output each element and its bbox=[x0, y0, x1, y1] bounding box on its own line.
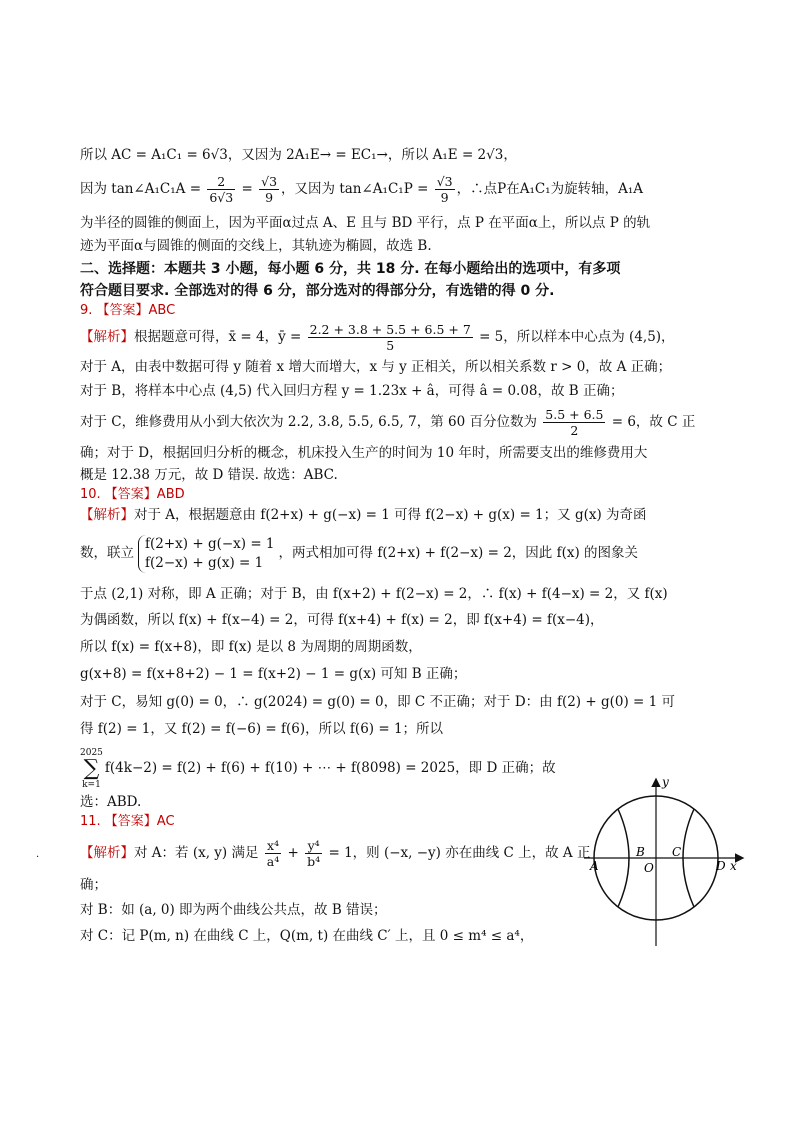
text-line: 确； bbox=[80, 877, 107, 893]
denominator: 6√3 bbox=[209, 190, 234, 205]
text-segment: ，两式相加可得 f(2+x) + f(2−x) = 2，因此 f(x) 的图象关 bbox=[278, 545, 639, 561]
text-line: 对于 A，由表中数据可得 y 随着 x 增大而增大，x 与 y 正相关，所以相关系数 r > 0，故 A 正确； bbox=[80, 359, 672, 375]
text-segment: ，∴点P在A₁C₁为旋转轴，A₁A bbox=[456, 181, 644, 197]
text-line-system bbox=[80, 532, 754, 574]
section-heading: 二、选择题：本题共 3 小题，每小题 6 分，共 18 分. 在每小题给出的选项中，有多项 bbox=[80, 261, 621, 277]
text-line: 所以 AC = A₁C₁ = 6√3，又因为 2A₁E→ = EC₁→，所以 A₁E = 2√3， bbox=[80, 147, 517, 163]
equation: f(2+x) + g(−x) = 1 bbox=[145, 535, 275, 552]
numerator: 5.5 + 6.5 bbox=[545, 407, 604, 422]
text-line-fractions bbox=[80, 835, 591, 871]
text-line bbox=[80, 506, 754, 524]
text-line-fractions bbox=[80, 405, 754, 439]
equation: f(2−x) + g(x) = 1 bbox=[145, 554, 264, 571]
text-segment: f(4k−2) = f(2) + f(6) + f(10) + ⋯ + f(8098) = 2025，即 D 正确；故 bbox=[104, 760, 556, 776]
text-line: 概是 12.38 万元，故 D 错误. 故选：ABC. bbox=[80, 467, 338, 483]
text-segment: ，又因为 tan∠A₁C₁P = bbox=[281, 181, 433, 197]
text-line-fractions bbox=[80, 320, 754, 354]
answer-heading: 10. 【答案】ABD bbox=[80, 487, 185, 502]
numerator: y⁴ bbox=[305, 838, 322, 854]
fraction bbox=[207, 174, 235, 205]
text-segment: 对于 A，根据题意由 f(2+x) + g(−x) = 1 可得 f(2−x) + g(x) = 1；又 g(x) 为奇函 bbox=[134, 507, 647, 523]
stray-dot: · bbox=[36, 852, 40, 863]
denominator: 5 bbox=[386, 338, 395, 353]
point-label-b: B bbox=[636, 845, 645, 859]
numerator: √3 bbox=[261, 174, 278, 189]
denominator: 9 bbox=[440, 190, 449, 205]
sum-lower-limit: k=1 bbox=[82, 779, 101, 790]
text-segment: = 6，故 C 正 bbox=[607, 414, 696, 430]
section-heading: 符合题目要求. 全部选对的得 6 分，部分选对的得部分分，有选错的得 0 分. bbox=[80, 283, 555, 299]
text-segment: 对 A：若 (x, y) 满足 bbox=[134, 845, 263, 861]
text-segment: 因为 tan∠A₁C₁A = bbox=[80, 181, 206, 197]
text-segment: = bbox=[237, 181, 258, 197]
text-line-fractions bbox=[80, 172, 754, 206]
text-line: 为偶函数，所以 f(x) + f(x−4) = 2，可得 f(x+4) + f(x) = 2，即 f(x+4) = f(x−4)， bbox=[80, 612, 604, 628]
text-line: 对 C：记 P(m, n) 在曲线 C 上，Q(m, t) 在曲线 C′ 上，且 0 ≤ m⁴ ≤ a⁴， bbox=[80, 928, 534, 944]
equation-system bbox=[138, 535, 275, 573]
text-line: g(x+8) = f(x+8+2) − 1 = f(x+2) − 1 = g(x) 可知 B 正确； bbox=[80, 666, 467, 682]
denominator: a⁴ bbox=[266, 854, 280, 869]
text-line: 确；对于 D，根据回归分析的概念，机床投入生产的时间为 10 年时，所需要支出的维修费用大 bbox=[80, 445, 648, 461]
numerator: x⁴ bbox=[265, 838, 281, 854]
fraction bbox=[259, 174, 279, 205]
denominator: 2 bbox=[570, 423, 579, 438]
numerator: 2.2 + 3.8 + 5.5 + 6.5 + 7 bbox=[309, 322, 471, 337]
fraction bbox=[543, 407, 605, 438]
fraction bbox=[305, 838, 322, 869]
fraction bbox=[435, 174, 455, 205]
text-segment: = 1，则 (−x, −y) 亦在曲线 C 上，故 A 正 bbox=[324, 845, 591, 861]
sum-upper-limit: 2025 bbox=[80, 747, 103, 758]
text-segment: 对于 C，维修费用从小到大依次为 2.2, 3.8, 5.5, 6.5, 7，第 60 百分位数为 bbox=[80, 414, 542, 430]
analysis-tag: 【解析】 bbox=[80, 845, 134, 861]
text-segment: 根据题意可得，x̄ = 4，ȳ = bbox=[134, 329, 306, 345]
text-segment: = 5，所以样本中心点为 (4,5)， bbox=[474, 329, 675, 345]
text-line: 迹为平面α与圆锥的侧面的交线上，其轨迹为椭圆，故选 B. bbox=[80, 238, 432, 254]
point-label-c: C bbox=[672, 845, 682, 859]
point-label-o: O bbox=[644, 861, 654, 875]
fraction bbox=[308, 322, 473, 353]
summation bbox=[80, 748, 103, 790]
denominator: b⁴ bbox=[307, 854, 321, 869]
text-line: 于点 (2,1) 对称，即 A 正确；对于 B，由 f(x+2) + f(2−x) = 2，∴ f(x) + f(4−x) = 2，又 f(x) bbox=[80, 586, 668, 602]
text-line: 为半径的圆锥的侧面上，因为平面α过点 A、E 且与 BD 平行，点 P 在平面α上，所以点 P 的轨 bbox=[80, 215, 651, 231]
answer-heading: 11. 【答案】AC bbox=[80, 814, 175, 829]
sigma-icon: ∑ bbox=[83, 755, 100, 781]
text-segment: 数，联立 bbox=[80, 545, 134, 561]
numerator: 2 bbox=[207, 174, 235, 190]
analysis-tag: 【解析】 bbox=[80, 507, 134, 523]
text-line: 所以 f(x) = f(x+8)，即 f(x) 是以 8 为周期的周期函数， bbox=[80, 639, 422, 655]
axis-label-x: x bbox=[730, 859, 737, 873]
text-line: 对于 B，将样本中心点 (4,5) 代入回归方程 y = 1.23x + â，可得 â = 0.08，故 B 正确； bbox=[80, 383, 624, 399]
fraction bbox=[265, 838, 281, 869]
text-line: 对 B：如 (a, 0) 即为两个曲线公共点，故 B 错误； bbox=[80, 902, 387, 918]
denominator: 9 bbox=[265, 190, 274, 205]
answer-heading: 9. 【答案】ABC bbox=[80, 303, 176, 318]
text-segment: + bbox=[283, 845, 304, 861]
numerator: √3 bbox=[436, 174, 453, 189]
analysis-tag: 【解析】 bbox=[80, 329, 134, 345]
text-line: 对于 C，易知 g(0) = 0，∴ g(2024) = g(0) = 0，即 C 不正确；对于 D：由 f(2) + g(0) = 1 可 bbox=[80, 694, 675, 710]
axis-label-y: y bbox=[662, 775, 669, 789]
text-line: 选：ABD. bbox=[80, 794, 142, 810]
text-line: 得 f(2) = 1，又 f(2) = f(−6) = f(6)，所以 f(6) = 1；所以 bbox=[80, 721, 444, 737]
point-label-d: D bbox=[716, 859, 726, 873]
curve-figure bbox=[580, 770, 750, 950]
point-label-a: A bbox=[590, 859, 599, 873]
